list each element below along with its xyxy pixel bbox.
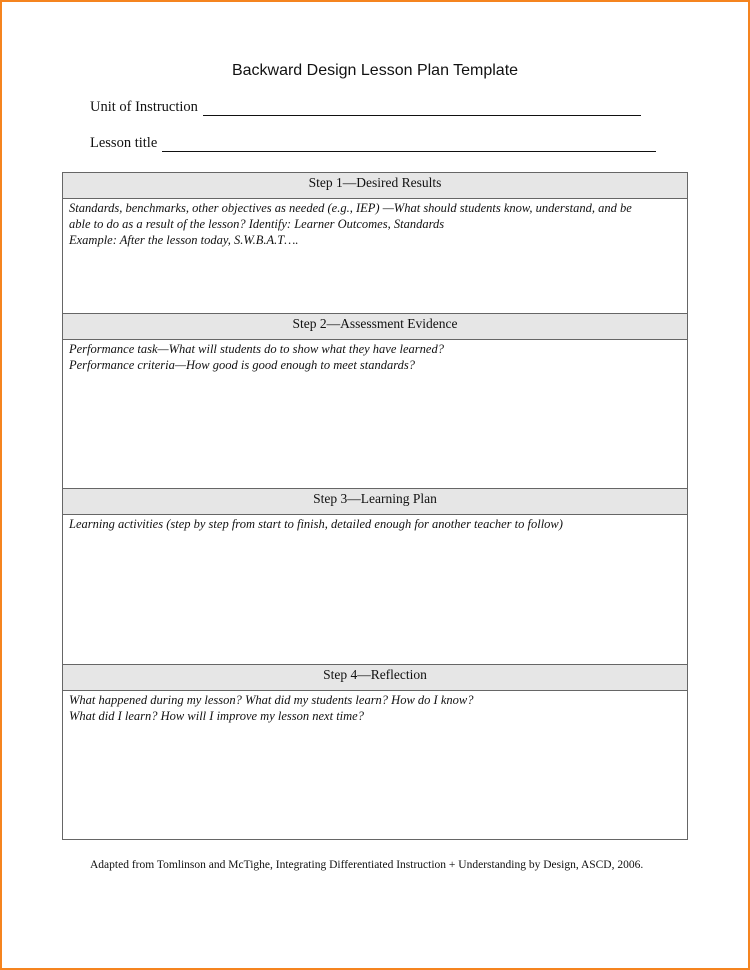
step-2-line: Performance criteria—How good is good enough to meet standards? xyxy=(69,358,416,372)
lesson-label: Lesson title xyxy=(90,135,158,151)
step-3-body[interactable] xyxy=(63,515,687,665)
unit-label: Unit of Instruction xyxy=(90,99,198,115)
lesson-title-field xyxy=(90,135,656,152)
document-title: Backward Design Lesson Plan Template xyxy=(231,62,519,79)
lesson-blank-line[interactable] xyxy=(162,137,656,152)
step-4-line: What happened during my lesson? What did my students learn? How do I know? xyxy=(69,693,474,707)
step-1-line: able to do as a result of the lesson? Identify: Learner Outcomes, Standards xyxy=(69,217,445,231)
unit-blank-line[interactable] xyxy=(203,101,641,116)
lesson-plan-table xyxy=(62,172,688,840)
step-2-header: Step 2—Assessment Evidence xyxy=(63,314,687,340)
unit-of-instruction-field xyxy=(90,99,641,116)
step-4-header: Step 4—Reflection xyxy=(63,665,687,691)
step-2-body[interactable] xyxy=(63,340,687,489)
step-4-body[interactable] xyxy=(63,691,687,839)
step-2-line: Performance task—What will students do to show what they have learned? xyxy=(69,342,444,356)
step-1-header: Step 1—Desired Results xyxy=(63,173,687,199)
step-3-line: Learning activities (step by step from start to finish, detailed enough for another teacher to follow) xyxy=(69,517,563,531)
citation-footer: Adapted from Tomlinson and McTighe, Integrating Differentiated Instruction + Understanding by Design, ASCD, 2006. xyxy=(90,859,644,871)
step-1-line: Standards, benchmarks, other objectives as needed (e.g., IEP) —What should students know, understand, and be xyxy=(69,201,632,215)
step-1-line: Example: After the lesson today, S.W.B.A.T…. xyxy=(69,233,299,247)
step-1-body[interactable] xyxy=(63,199,687,314)
step-4-line: What did I learn? How will I improve my lesson next time? xyxy=(69,709,364,723)
step-3-header: Step 3—Learning Plan xyxy=(63,489,687,515)
